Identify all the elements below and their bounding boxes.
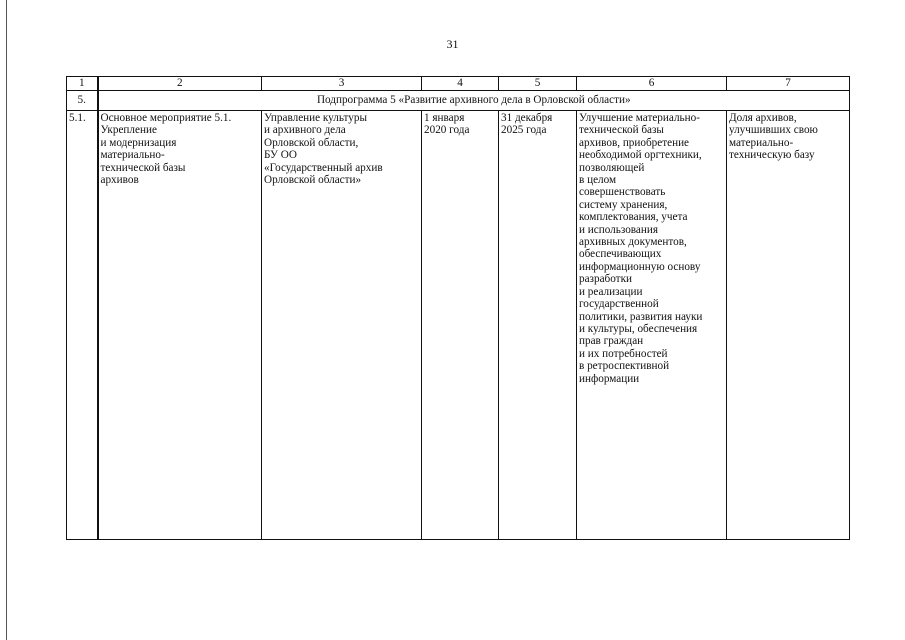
column-number: 6 — [577, 77, 727, 91]
event-cell: Основное мероприятие 5.1. Укрепление и модернизация материально- технической базы архивов — [98, 111, 262, 540]
table-row — [67, 111, 850, 540]
column-number: 7 — [727, 77, 850, 91]
column-number: 1 — [67, 77, 98, 91]
page-number: 31 — [446, 37, 459, 51]
executor-cell: Управление культуры и архивного дела Орловской области, БУ ОО «Государственный архив Орловской области» — [262, 111, 422, 540]
column-number: 5 — [499, 77, 577, 91]
start-date-cell: 1 января 2020 года — [422, 111, 499, 540]
subprogram-title: Подпрограмма 5 «Развитие архивного дела в Орловской области» — [98, 91, 850, 111]
end-date-cell: 31 декабря 2025 года — [499, 111, 577, 540]
subprogram-number: 5. — [67, 91, 98, 111]
page-left-edge — [6, 0, 7, 640]
column-number-row — [67, 77, 850, 91]
subprogram-row — [67, 91, 850, 111]
indicator-cell: Доля архивов, улучшивших свою материально- техническую базу — [727, 111, 850, 540]
column-number: 2 — [98, 77, 262, 91]
column-number: 4 — [422, 77, 499, 91]
row-number: 5.1. — [67, 111, 98, 540]
result-cell: Улучшение материально- технической базы архивов, приобретение необходимой оргтехники, позволяющей в целом совершенствовать систему хранения, комплектования, учета и использования архивных документов, обеспечивающих информационную основу разработки и реализации государственной политики, развития науки и культуры, обеспечения прав граждан и их потребностей в ретроспективной информации — [577, 111, 727, 540]
program-table — [66, 76, 850, 540]
column-number: 3 — [262, 77, 422, 91]
